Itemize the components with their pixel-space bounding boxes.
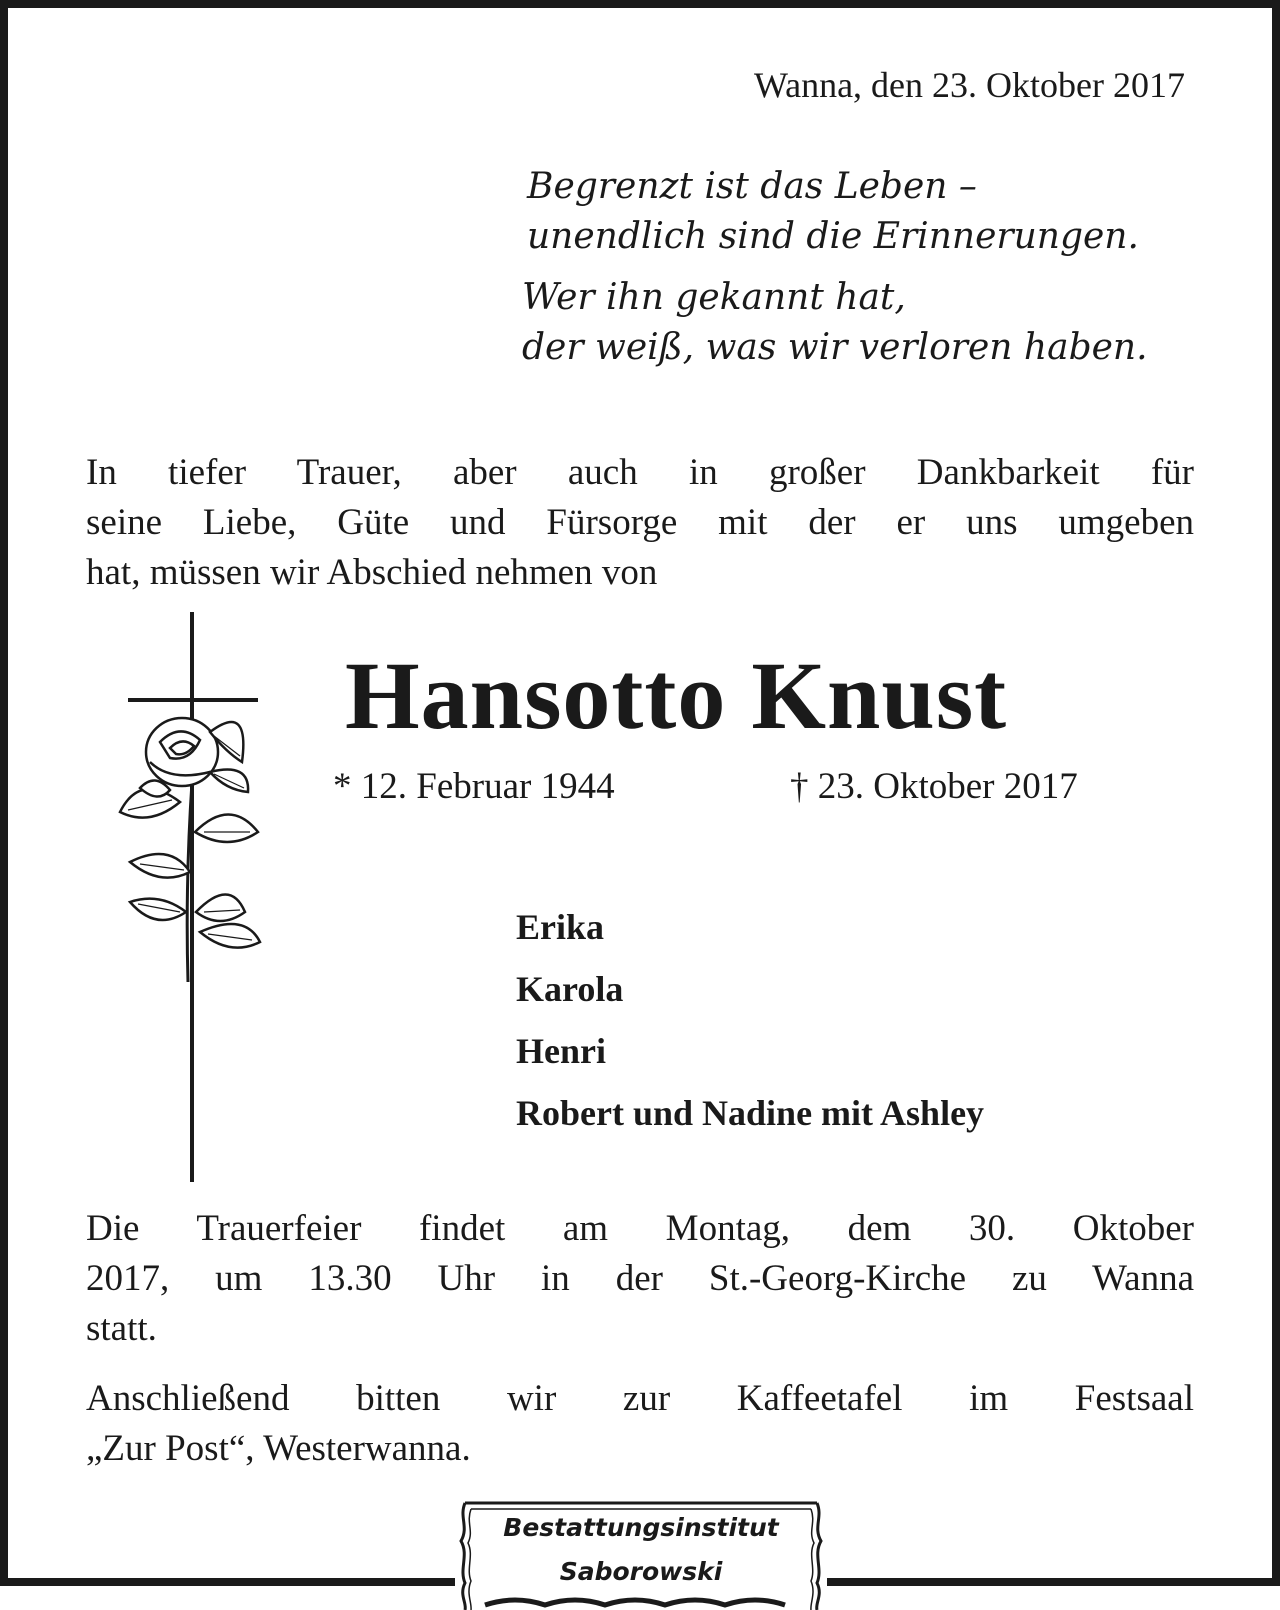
mourner-name: Henri (516, 1031, 606, 1071)
mourners-list (516, 896, 984, 1144)
quote-second-stanza (522, 273, 1185, 373)
funeral-home-name: Saborowski (559, 1557, 723, 1586)
service-line: Die Trauerfeier findet am Montag, dem 30. Oktober (86, 1208, 1194, 1249)
funeral-home-line: Bestattungsinstitut (503, 1513, 779, 1542)
place-date: Wanna, den 23. Oktober 2017 (754, 65, 1185, 105)
reception-line: „Zur Post“, Westerwanna. (86, 1428, 471, 1469)
quote-line: der weiß, was wir verloren haben. (522, 327, 1148, 368)
deceased-name: Hansotto Knust (345, 642, 1008, 749)
reception-paragraph (86, 1374, 1194, 1474)
mourner-name: Robert und Nadine mit Ashley (516, 1093, 985, 1133)
service-line: 2017, um 13.30 Uhr in der St.-Georg-Kirche zu Wanna (86, 1258, 1194, 1299)
mourner-name: Erika (516, 907, 605, 947)
quote-line: unendlich sind die Erinnerungen. (527, 216, 1139, 257)
quote-line: Begrenzt ist das Leben – (527, 166, 977, 207)
quote-first-stanza (527, 162, 1185, 262)
death-date: † 23. Oktober 2017 (790, 766, 1078, 807)
funeral-home-logo (455, 1497, 827, 1610)
quote-line: Wer ihn gekannt hat, (522, 277, 906, 318)
service-paragraph (86, 1204, 1194, 1354)
intro-line: hat, müssen wir Abschied nehmen von (86, 552, 658, 593)
cross-with-rose-icon (100, 612, 270, 1190)
service-line: statt. (86, 1308, 157, 1349)
birth-date: * 12. Februar 1944 (333, 766, 615, 807)
intro-line: seine Liebe, Güte und Fürsorge mit der er uns umgeben (86, 502, 1194, 543)
mourner-name: Karola (516, 969, 624, 1009)
intro-line: In tiefer Trauer, aber auch in großer Dankbarkeit für (86, 452, 1194, 493)
intro-paragraph (86, 448, 1194, 598)
reception-line: Anschließend bitten wir zur Kaffeetafel im Festsaal (86, 1378, 1194, 1419)
